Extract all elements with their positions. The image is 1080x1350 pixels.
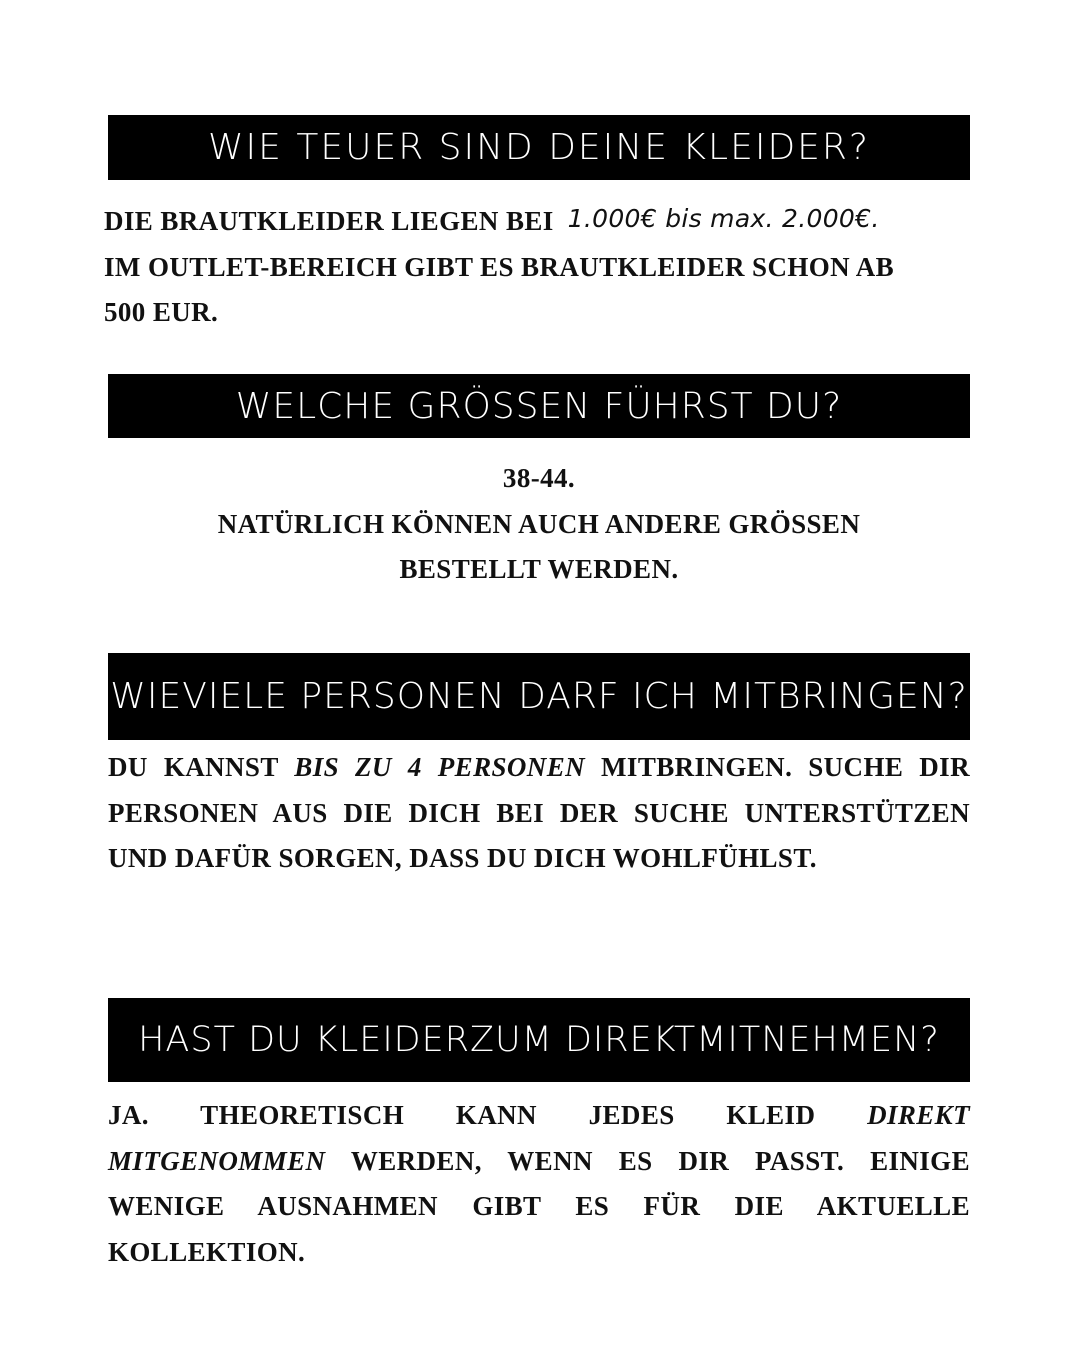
faq-answer-prices-line2: IM OUTLET-BEREICH GIBT ES BRAUTKLEIDER SCHON AB	[104, 251, 895, 282]
faq-answer-takeaway	[108, 1093, 970, 1275]
faq-heading-prices	[108, 115, 970, 180]
faq-heading-companions	[108, 653, 970, 740]
faq-answer-companions-part2: MITBRINGEN. SUCHE DIR PERSONEN AUS DIE DICH BEI DER SUCHE UNTERSTÜTZEN UND DAFÜR SORGEN, DASS DU DICH WOHLFÜHLST.	[108, 752, 970, 873]
faq-answer-takeaway-part1: JA. THEORETISCH KANN JEDES KLEID	[108, 1100, 868, 1130]
faq-answer-prices-prefix: DIE BRAUTKLEIDER LIEGEN BEI	[104, 206, 554, 236]
faq-answer-prices-line1	[104, 199, 980, 245]
faq-heading-sizes-text: WELCHE GRÖSSEN FÜHRST DU?	[235, 385, 843, 427]
faq-answer-companions-emphasis: BIS ZU 4 PERSONEN	[294, 752, 586, 782]
faq-answer-sizes-line1: 38-44.	[502, 463, 576, 493]
faq-answer-prices	[104, 199, 980, 336]
faq-answer-companions-part1: DU KANNST	[108, 752, 295, 782]
faq-heading-takeaway	[108, 998, 970, 1082]
faq-answer-prices-range: 1.000€ bis max. 2.000€.	[567, 204, 880, 233]
faq-answer-sizes	[108, 456, 970, 593]
faq-answer-sizes-line3: BESTELLT WERDEN.	[399, 554, 679, 584]
faq-heading-sizes	[108, 374, 970, 438]
faq-answer-companions	[108, 745, 970, 882]
faq-answer-prices-line3: 500 EUR.	[104, 297, 219, 327]
faq-answer-sizes-line2: NATÜRLICH KÖNNEN AUCH ANDERE GRÖSSEN	[217, 508, 861, 539]
faq-heading-prices-text: WIE TEUER SIND DEINE KLEIDER?	[207, 127, 871, 168]
faq-answer-takeaway-part2: WERDEN, WENN ES DIR PASST. EINIGE WENIGE AUSNAHMEN GIBT ES FÜR DIE AKTUELLE KOLLEKTION.	[108, 1145, 970, 1267]
faq-heading-takeaway-text: HAST DU KLEIDERZUM DIREKTMITNEHMEN?	[138, 1020, 940, 1060]
faq-answer-takeaway-emphasis: DIREKT MITGENOMMEN	[108, 1100, 970, 1176]
faq-heading-companions-text: WIEVIELE PERSONEN DARF ICH MITBRINGEN?	[110, 676, 968, 717]
